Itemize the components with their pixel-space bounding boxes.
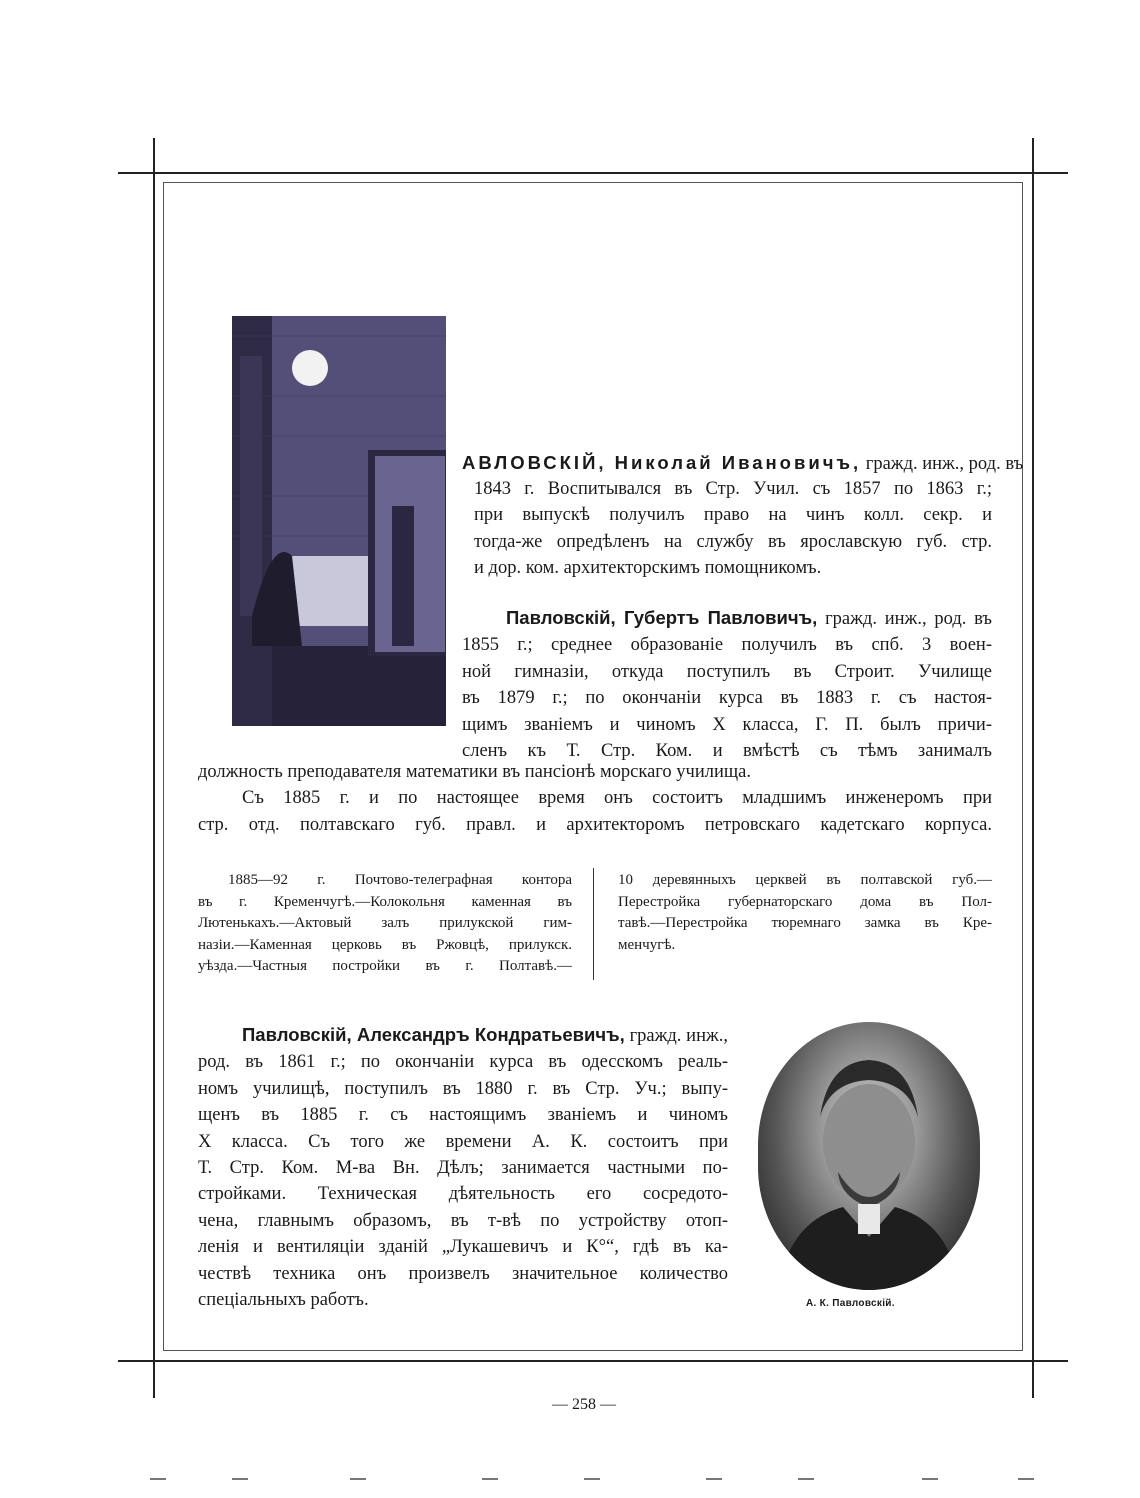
entry1-name: АВЛОВСКІЙ, Николай Ивановичъ, bbox=[462, 452, 862, 473]
entry-nikolai: АВЛОВСКІЙ, Николай Ивановичъ, гражд. инж., род. въ bbox=[462, 452, 1024, 474]
entry-gubert: Павловскій, Губертъ Павловичъ, гражд. инж., род. въ 1855 г.; среднее образованіе получилъ въ спб. 3 воен- ной гимназіи, откуда поступилъ въ Строит. Училище въ 1879 г.; по окончаніи курса въ 1883 г. съ настоя- щимъ званіемъ и чиномъ X класса, Г. П. былъ причи- сленъ къ Т. Стр. Ком. и вмѣстѣ съ тѣмъ занималъ bbox=[462, 607, 992, 762]
page-number: — 258 — bbox=[552, 1396, 616, 1413]
entry3-name: Павловскій, Александръ Кондратьевичъ, bbox=[242, 1024, 625, 1045]
entry-aleksandr: Павловскій, Александръ Кондратьевичъ, гражд. инж., род. въ 1861 г.; по окончаніи курса въ одесскомъ реаль- номъ училищѣ, поступилъ въ 1880 г. въ Стр. Уч.; выпу- щенъ въ 1885 г. съ настоящимъ званіемъ и чиномъ X класса. Съ того же времени А. К. состоитъ при Т. Стр. Ком. М-ва Вн. Дѣлъ; занимается частными по- стройками. Техническая дѣятельность его сосредото- чена, главнымъ образомъ, въ т-вѣ по устройству отоп- ленія и вентиляціи зданій „Лукашевичъ и К°“, гдѣ въ ка- чествѣ техника онъ произвелъ значительное количество спеціальныхъ работъ. bbox=[198, 1024, 729, 1311]
works-right-column: 10 деревянныхъ церквей въ полтавской губ.— Перестройка губернаторскаго дома въ Пол- тавѣ.—Перестройка тюремнаго замка въ Кре- менчугѣ. bbox=[618, 872, 992, 953]
column-divider bbox=[593, 868, 594, 980]
works-left-column: 1885—92 г. Почтово-телеграфная контора въ г. Кременчугѣ.—Колокольня каменная въ Лютенькахъ.—Актовый залъ прилукской гим- назіи.—Каменная церковь въ Ржовцѣ, прилукск. уѣзда.—Частныя постройки въ г. Полтавѣ.— bbox=[198, 872, 572, 974]
initial-letter-illustration bbox=[232, 316, 446, 726]
entry-gubert-wide: должность преподавателя математики въ пансіонѣ морскаго училища. Съ 1885 г. и по настоящее время онъ состоитъ младшимъ инженеромъ при стр. отд. полтавскаго губ. правл. и архитекторомъ петровскаго кадетскаго корпуса. bbox=[198, 762, 992, 835]
entry2-name: Павловскій, Губертъ Павловичъ, bbox=[506, 607, 818, 628]
entry-nikolai-body: 1843 г. Воспитывался въ Стр. Учил. съ 1857 по 1863 г.; при выпускѣ получилъ право на чинъ колл. секр. и тогда-же опредѣленъ на службу въ ярославскую губ. стр. и дор. ком. архитекторскимъ помощникомъ. bbox=[474, 479, 992, 579]
portrait-caption: А. К. Павловскій. bbox=[806, 1298, 895, 1309]
portrait-photo bbox=[758, 1022, 980, 1290]
